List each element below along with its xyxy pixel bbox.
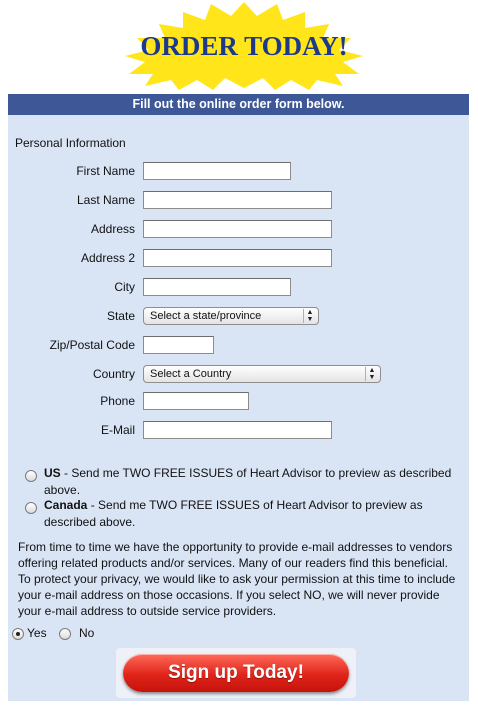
- signup-button[interactable]: Sign up Today!: [123, 654, 349, 692]
- country-row: [8, 365, 469, 385]
- phone-row: [8, 392, 469, 412]
- address-input[interactable]: [143, 220, 332, 238]
- us-offer-bold: US: [44, 466, 61, 480]
- email-row: [8, 421, 469, 441]
- canada-offer-radio[interactable]: [25, 502, 37, 514]
- country-select-value: Select a Country: [150, 368, 232, 380]
- personal-info-title: Personal Information: [15, 136, 126, 150]
- state-label: State: [106, 309, 135, 323]
- state-row: [8, 307, 469, 327]
- country-select[interactable]: [143, 365, 381, 383]
- zip-row: [8, 336, 469, 356]
- banner-title: ORDER TODAY!: [140, 31, 348, 61]
- us-offer-text: [44, 465, 459, 499]
- address-label: Address: [90, 222, 135, 236]
- canada-offer-bold: Canada: [44, 498, 88, 512]
- form-header: Fill out the online order form below.: [8, 94, 469, 115]
- phone-input[interactable]: [143, 392, 249, 410]
- state-select-value: Select a state/province: [150, 310, 262, 322]
- first-name-row: [8, 162, 469, 182]
- last-name-input[interactable]: [143, 191, 332, 209]
- canada-offer-desc: - Send me TWO FREE ISSUES of Heart Advisor to preview as described above.: [44, 498, 423, 529]
- select-arrows-icon: ▲ ▼: [365, 367, 378, 381]
- state-select[interactable]: [143, 307, 319, 325]
- last-name-label: Last Name: [76, 193, 135, 207]
- email-input[interactable]: [143, 421, 332, 439]
- last-name-row: [8, 191, 469, 211]
- address2-label: Address 2: [80, 251, 135, 265]
- order-today-banner: [99, 0, 389, 90]
- privacy-notice: From time to time we have the opportunity to provide e-mail addresses to vendors offering related products and/or services. Many of our readers find this beneficial. To protect your privacy, we would like to ask your permission at this time to include your e-mail address on those occasions. If you select NO, we will never provide your e-mail address to outside service providers.: [18, 540, 456, 618]
- privacy-no-radio[interactable]: [59, 628, 71, 640]
- us-offer-desc: - Send me TWO FREE ISSUES of Heart Advisor to preview as described above.: [44, 466, 452, 497]
- select-arrows-icon: ▲ ▼: [303, 309, 316, 323]
- order-form-panel: [8, 94, 469, 701]
- city-input[interactable]: [143, 278, 291, 296]
- zip-label: Zip/Postal Code: [49, 338, 135, 352]
- city-label: City: [114, 280, 135, 294]
- first-name-input[interactable]: [143, 162, 291, 180]
- privacy-yes-radio[interactable]: [12, 628, 24, 640]
- city-row: [8, 278, 469, 298]
- privacy-no-label: No: [79, 626, 95, 640]
- phone-label: Phone: [100, 394, 135, 408]
- address2-input[interactable]: [143, 249, 332, 267]
- us-offer-radio[interactable]: [25, 470, 37, 482]
- canada-offer-text: [44, 497, 459, 531]
- address-row: [8, 220, 469, 240]
- privacy-yes-label: Yes: [27, 626, 47, 640]
- first-name-label: First Name: [76, 164, 135, 178]
- address2-row: [8, 249, 469, 269]
- country-label: Country: [92, 367, 135, 381]
- zip-input[interactable]: [143, 336, 214, 354]
- email-label: E-Mail: [100, 423, 135, 437]
